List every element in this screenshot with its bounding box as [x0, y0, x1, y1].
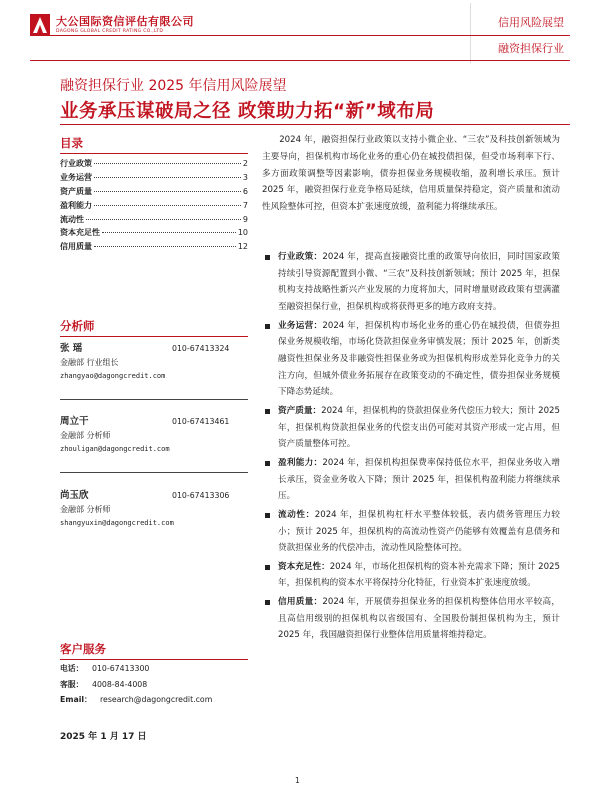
analyst-email[interactable]: zhangyao@dagongcredit.com: [60, 372, 166, 380]
contact-service-row: 客服： 4008-84-4008: [60, 679, 148, 689]
key-points-list: [262, 249, 560, 646]
analyst-card: [60, 340, 248, 380]
company-name-cn: 大公国际资信评估有限公司: [56, 15, 194, 28]
bullet-liquidity: 流动性：2024 年，担保机构杠杆水平整体较低，表内债务管理压力较小；预计 2025 年，担保机构的高流动性资产仍能够有效覆盖有息债务和贷款担保业务的代偿冲击，流动性风险整体可控。: [262, 507, 560, 557]
analyst-divider: [60, 472, 248, 473]
analyst-phone: 010-67413306: [172, 491, 230, 500]
report-title: 业务承压谋破局之径 政策助力拓“新”域布局: [60, 101, 435, 122]
analyst-name: 尚玉欣: [60, 490, 89, 501]
toc-rule: [60, 153, 248, 154]
analyst-email[interactable]: shangyuxin@dagongcredit.com: [60, 519, 174, 527]
toc-item-asset-quality[interactable]: 资产质量 6: [60, 186, 248, 196]
company-name-en: DAGONG GLOBAL CREDIT RATING CO.,LTD: [56, 29, 164, 34]
toc-item-operations[interactable]: 业务运营 3: [60, 172, 248, 182]
bullet-policy: 行业政策：2024 年，提高直接融资比重的政策导向依旧，同时国家政策持续引导资源配置到小微、“三农”及科技创新领域；预计 2025 年，担保机构支持战略性新兴产业发展的力度将加大，同时增量财政政策有望满灌至融资担保行业，担保机构或将获得更多的地方政府支持。: [262, 249, 560, 316]
report-subtitle: 融资担保行业 2025 年信用风险展望: [60, 78, 287, 94]
table-of-contents: [60, 158, 248, 255]
contact-email-row[interactable]: Email： research@dagongcredit.com: [60, 695, 213, 704]
analyst-role: 金融部 分析师: [60, 431, 111, 440]
contact-rule: [60, 659, 248, 660]
toc-item-policy[interactable]: 行业政策 2: [60, 159, 248, 168]
company-logo: [30, 14, 50, 36]
toc-item-profitability[interactable]: 盈利能力 7: [60, 200, 248, 210]
analyst-card: [60, 487, 248, 527]
intro-paragraph: 2024 年，融资担保行业政策以支持小微企业、“三农”及科技创新领域为主要导向，担保机构市场化业务的重心仍在城投债担保，但受市场利率下行、多方面政策调整等因素影响，债券担保业务规模收缩，盈利增长承压。预计 2025 年，融资担保行业竞争格局延续，信用质量保持稳定，资产质量和流动性风险整体可控，但资本扩张速度放缓，盈利能力将继续承压。: [262, 135, 560, 213]
analyst-email[interactable]: zhouligan@dagongcredit.com: [60, 445, 170, 453]
analyst-phone: 010-67413461: [172, 417, 230, 426]
analysts-rule: [60, 336, 248, 337]
bullet-credit-quality: 信用质量：2024 年，开展债券担保业务的担保机构整体信用水平较高，且高信用级别的担保机构以省级国有、全国股份制担保机构为主，预计 2025 年，我国融资担保行业整体信用质量将维持稳定。: [262, 594, 560, 644]
contact-phone-row: 电话： 010-67413300: [60, 664, 150, 673]
bullet-profitability: 盈利能力：2024 年，担保机构担保费率保持低位水平，担保业务收入增长承压，资金业务收入下降；预计 2025 年，担保机构盈利能力将继续承压。: [262, 455, 560, 505]
bullet-asset-quality: 资产质量：2024 年，担保机构的贷款担保业务代偿压力较大；预计 2025 年，担保机构贷款担保业务的代偿支出仍可能对其资产形成一定占用，但资产质量整体可控。: [262, 403, 560, 453]
toc-heading: 目录: [60, 136, 83, 150]
toc-item-liquidity[interactable]: 流动性 9: [60, 214, 248, 224]
analyst-role: 金融部 分析师: [60, 505, 111, 514]
bullet-capital: 资本充足性：2024 年，市场化担保机构的资本补充需求下降；预计 2025 年，担保机构的资本水平将保持分化特征，行业资本扩张速度放缓。: [262, 559, 560, 592]
page-number: 1: [295, 776, 300, 785]
analyst-divider: [60, 399, 248, 400]
report-date: 2025 年 1 月 17 日: [60, 732, 147, 742]
industry-label: 融资担保行业: [498, 42, 564, 55]
contact-info: [60, 663, 260, 710]
toc-item-credit-quality[interactable]: 信用质量 12: [60, 242, 248, 252]
bullet-operations: 业务运营：2024 年，担保机构市场化业务的重心仍在城投债，但债券担保业务规模收缩，市场化贷款担保业务审慎发展；预计 2025 年，创新类融资性担保业务及非融资性担保业务或为担保机构形成差异化竞争力的关注方向，但城外债业务拓展存在政策变动的不确定性，债券担保业务规模下降态势延续。: [262, 318, 560, 401]
analyst-role: 金融部 行业组长: [60, 358, 119, 367]
analyst-card: [60, 413, 248, 453]
report-type-label: 信用风险展望: [498, 16, 564, 29]
analyst-name: 周立干: [60, 416, 89, 427]
header-rule-top: [30, 35, 570, 36]
header-rule-bottom: [30, 60, 570, 61]
title-rule: [60, 124, 570, 125]
analyst-phone: 010-67413324: [172, 344, 230, 353]
analyst-name: 张 瑶: [60, 343, 83, 354]
toc-item-capital[interactable]: 资本充足性 10: [60, 228, 248, 238]
contact-heading: 客户服务: [60, 642, 106, 656]
analysts-heading: 分析师: [60, 319, 95, 333]
